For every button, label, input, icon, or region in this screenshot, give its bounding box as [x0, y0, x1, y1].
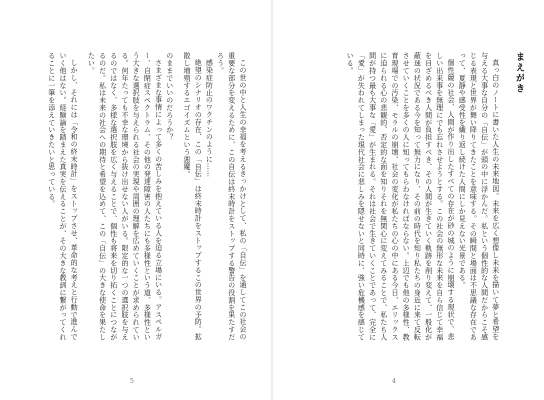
- left-page-text: [20, 52, 248, 342]
- paragraph: 感染症防止のワクチンのように……: [205, 59, 214, 178]
- paragraph: 真っ白のノートに書いた人生の未来地図。未来を広く想像し未来を描いて夢と希望を与える大事な自分の「自伝」が頭の中に浮かんだ。私という個性的な人間だからこそ感じる表現と世界が舞い降りてきたことを意味する。その瞬間と場面は不思議な存在であって、夏静や感受性を繊り返し続けた人間にしか見えない光景である。: [458, 52, 500, 341]
- paragraph: 絶望のシナリオの存在、この「自伝」は終末時計をストップするこの世界の予防。拡散し増殖するエゴイズムという悪魔。: [182, 52, 203, 341]
- paragraph: のままでいいのだろうか？: [165, 52, 174, 141]
- page-number: 4: [392, 378, 396, 385]
- paragraph: この世の中と人生の幸福を考えるきっかけとして、私の「自伝」を通してこの社会の重要な部分を変えるために、この自伝は終末時計をストップする警告の役割を果たすだろう。: [216, 52, 247, 341]
- paragraph: しかし、それには「令和の終末時計」をストップさせ、革命的な考えと行動で進んでいく他はない。経験論を踏まえた真実を伝えることが、その大きな教訓に繋がってくれることに一筆を添えていきたいと思っている。: [47, 52, 79, 341]
- section-heading: まえがき: [514, 52, 524, 94]
- right-page-text: [292, 52, 524, 342]
- page-number: 5: [130, 378, 134, 385]
- paragraph: 個性競の社会、人間が作り出したすべての存在が砂の城のように崩壊する現状で、悲しい出来事を無理にでも忘れさせようとする。この社会の無形な未来を自ら信じて幸福を目ざめるべき人間が負担すべき、その人間が生きていく軌跡を削り変えて、一般化が蔽迷の状況である今を知って無力になり、その前の時代を知り私たちの身近に来て反転させていくことを多くの人に知ってもらわなければならない。上辺でも他の多様性、教育現場での汚染、モラルの崩壊、社会の変化が私たちの心の中にある今日、エリックスに迫られる心の悲観的、否定的な面を知りそれを無関心に変えてみることで、私たち人間が持つ最も大事な「愛」が生まれる。それは社会で生きていくことであって、完全に「愛」が失われてしまった現代社会に悲しみを隠せないと同時に、強い危機感を感じている。: [346, 52, 455, 341]
- paragraph: さまざまな事情によって多くの苦しみを抱えている人を迫る立場にいる。アスペルガー、自閉症スペクトラム、その他の発達障害の人たちにも多様性という道、多様性という大きな選択肢を与えられる社会の実現や周囲の理解を広めていくことが求められている。何年たっても不幸な環境から抜け出せない人がいる。限定的な一つの選択肢を与えるのではなく、多様な選択肢を広く与えることで、個性も将来を切り拓くことにつながるのだ。私は未来の社会への期待と希望を込めて、この「自伝」の大きな使命を果たしたい。: [87, 52, 163, 341]
- right-page: [272, 0, 544, 400]
